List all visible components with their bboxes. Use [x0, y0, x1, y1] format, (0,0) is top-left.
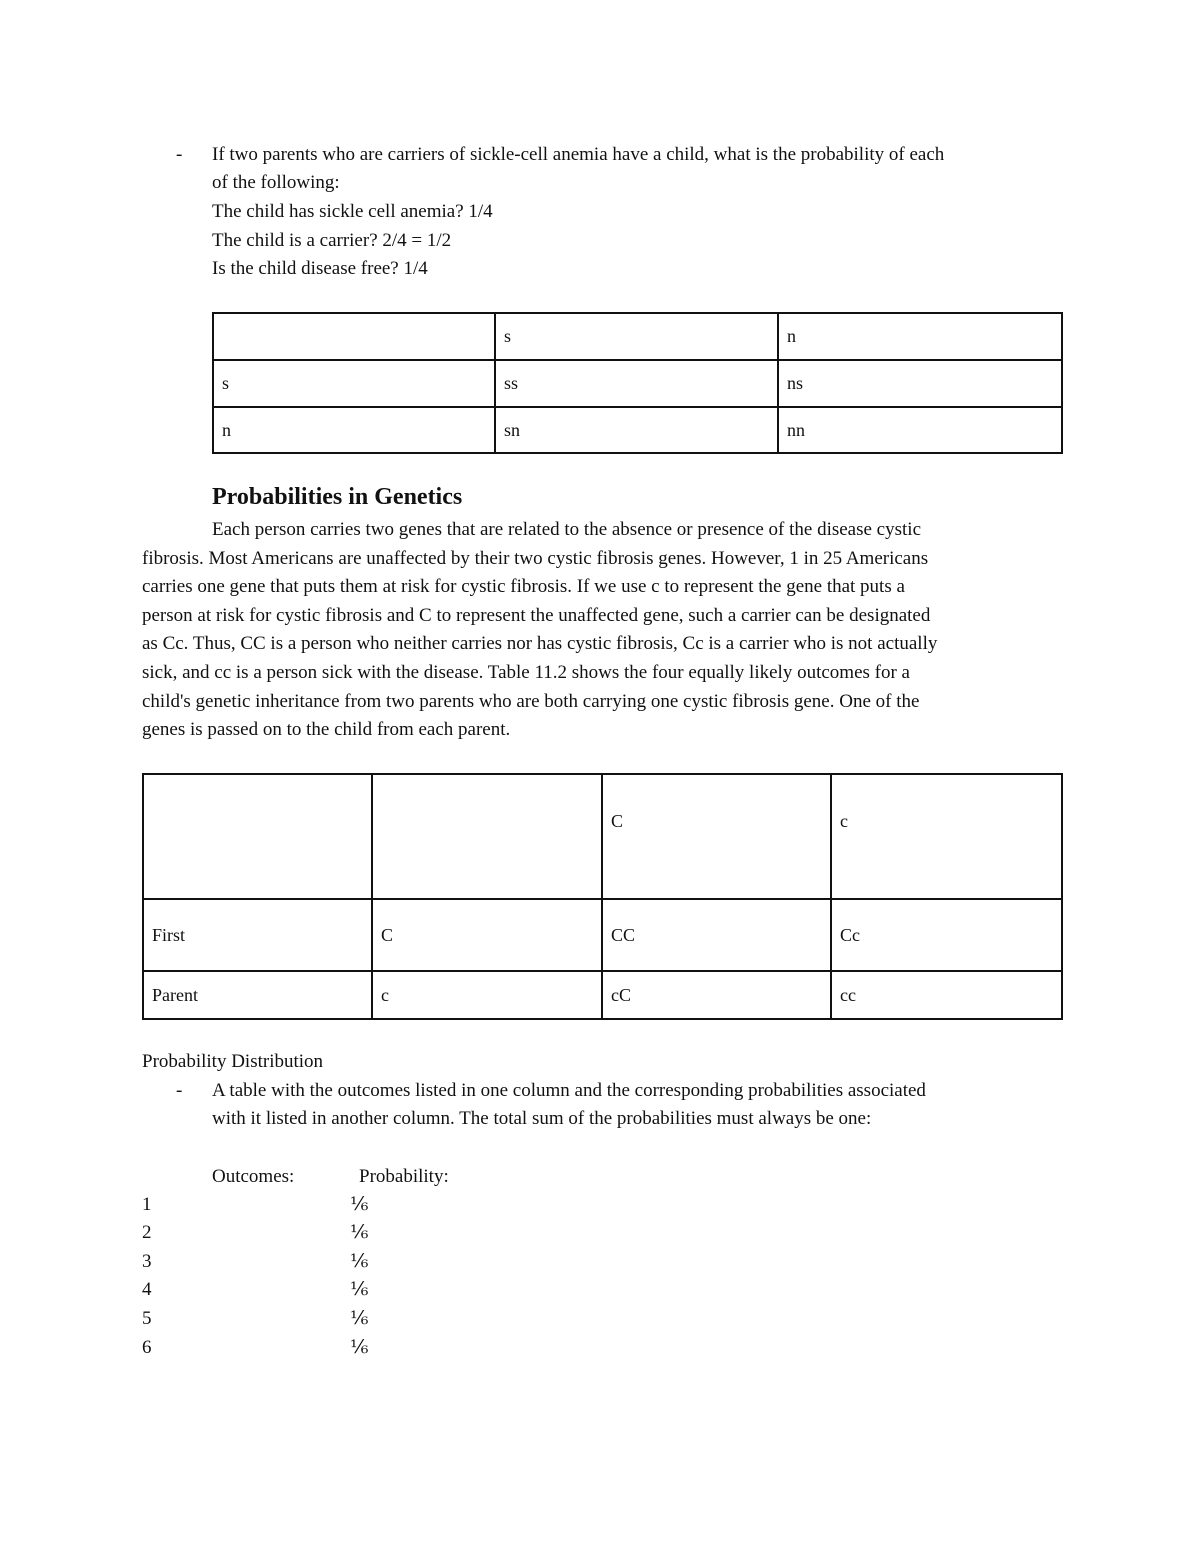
probability-value: ⅙: [350, 1308, 369, 1329]
distribution-line-1: A table with the outcomes listed in one column and the corresponding probabilities associated: [212, 1080, 926, 1101]
question-bullet: -: [176, 144, 183, 165]
table-cell: cC: [602, 971, 831, 1019]
table-row: [213, 407, 1062, 453]
table-cell: n: [778, 313, 1062, 360]
table-cell: cc: [831, 971, 1062, 1019]
outcome-value: 3: [142, 1251, 152, 1272]
outcome-value: 4: [142, 1279, 152, 1300]
section-paragraph: [142, 516, 1062, 745]
paragraph-line: fibrosis. Most Americans are unaffected by their two cystic fibrosis genes. However, 1 in 25 Americans: [142, 547, 929, 569]
question-answer-free: Is the child disease free? 1/4: [212, 258, 428, 279]
probability-value: ⅙: [350, 1222, 369, 1243]
distribution-heading: Probability Distribution: [142, 1051, 324, 1072]
table-cell: sn: [495, 407, 778, 453]
question-answer-sick: The child has sickle cell anemia? 1/4: [212, 201, 493, 222]
table-cell: Parent: [143, 971, 372, 1019]
paragraph-line: genes is passed on to the child from each parent.: [142, 719, 511, 741]
table-cell: ns: [778, 360, 1062, 407]
table-cell: C: [372, 899, 602, 971]
table-row: [213, 313, 1062, 360]
outcomes-column-header: Outcomes:: [212, 1166, 295, 1187]
paragraph-line: as Cc. Thus, CC is a person who neither carries nor has cystic fibrosis, Cc is a carrier who is not actually: [142, 633, 938, 655]
table-cell: [143, 774, 372, 899]
outcome-value: 2: [142, 1222, 152, 1243]
table-header-cell: c: [831, 774, 1062, 899]
table-cell: First: [143, 899, 372, 971]
paragraph-line: child's genetic inheritance from two parents who are both carrying one cystic fibrosis gene. One of the: [142, 690, 920, 712]
probability-value: ⅙: [350, 1194, 369, 1215]
paragraph-line: person at risk for cystic fibrosis and C to represent the unaffected gene, such a carrier can be designated: [142, 604, 931, 626]
punnett-table-sickle-cell: [212, 312, 1063, 454]
outcome-value: 1: [142, 1194, 152, 1215]
table-cell: n: [213, 407, 495, 453]
table-cell: [372, 774, 602, 899]
question-line-2: of the following:: [212, 172, 340, 193]
distribution-line-2: with it listed in another column. The total sum of the probabilities must always be one:: [212, 1108, 872, 1129]
table-cell: s: [213, 360, 495, 407]
table-row: [143, 774, 1062, 899]
distribution-bullet: -: [176, 1080, 183, 1101]
table-cell: ss: [495, 360, 778, 407]
question-answer-carrier: The child is a carrier? 2/4 = 1/2: [212, 230, 452, 251]
table-row: [143, 971, 1062, 1019]
table-cell: nn: [778, 407, 1062, 453]
table-header-cell: C: [602, 774, 831, 899]
paragraph-line: carries one gene that puts them at risk for cystic fibrosis. If we use c to represent the gene that puts a: [142, 576, 905, 598]
outcome-value: 5: [142, 1308, 152, 1329]
section-title: Probabilities in Genetics: [212, 484, 463, 510]
probability-value: ⅙: [350, 1279, 369, 1300]
paragraph-line: Each person carries two genes that are related to the absence or presence of the disease cystic: [212, 519, 922, 540]
probability-value: ⅙: [350, 1251, 369, 1272]
table-cell: [213, 313, 495, 360]
probability-value: ⅙: [350, 1337, 369, 1358]
table-cell: c: [372, 971, 602, 1019]
table-cell: s: [495, 313, 778, 360]
paragraph-line: sick, and cc is a person sick with the disease. Table 11.2 shows the four equally likely outcomes for a: [142, 661, 910, 683]
punnett-table-cystic-fibrosis: [142, 773, 1063, 1020]
table-row: [143, 899, 1062, 971]
table-cell: CC: [602, 899, 831, 971]
probability-column-header: Probability:: [359, 1166, 449, 1187]
table-cell: Cc: [831, 899, 1062, 971]
question-line-1: If two parents who are carriers of sickle-cell anemia have a child, what is the probability of each: [212, 144, 945, 165]
outcome-value: 6: [142, 1337, 152, 1358]
table-row: [213, 360, 1062, 407]
